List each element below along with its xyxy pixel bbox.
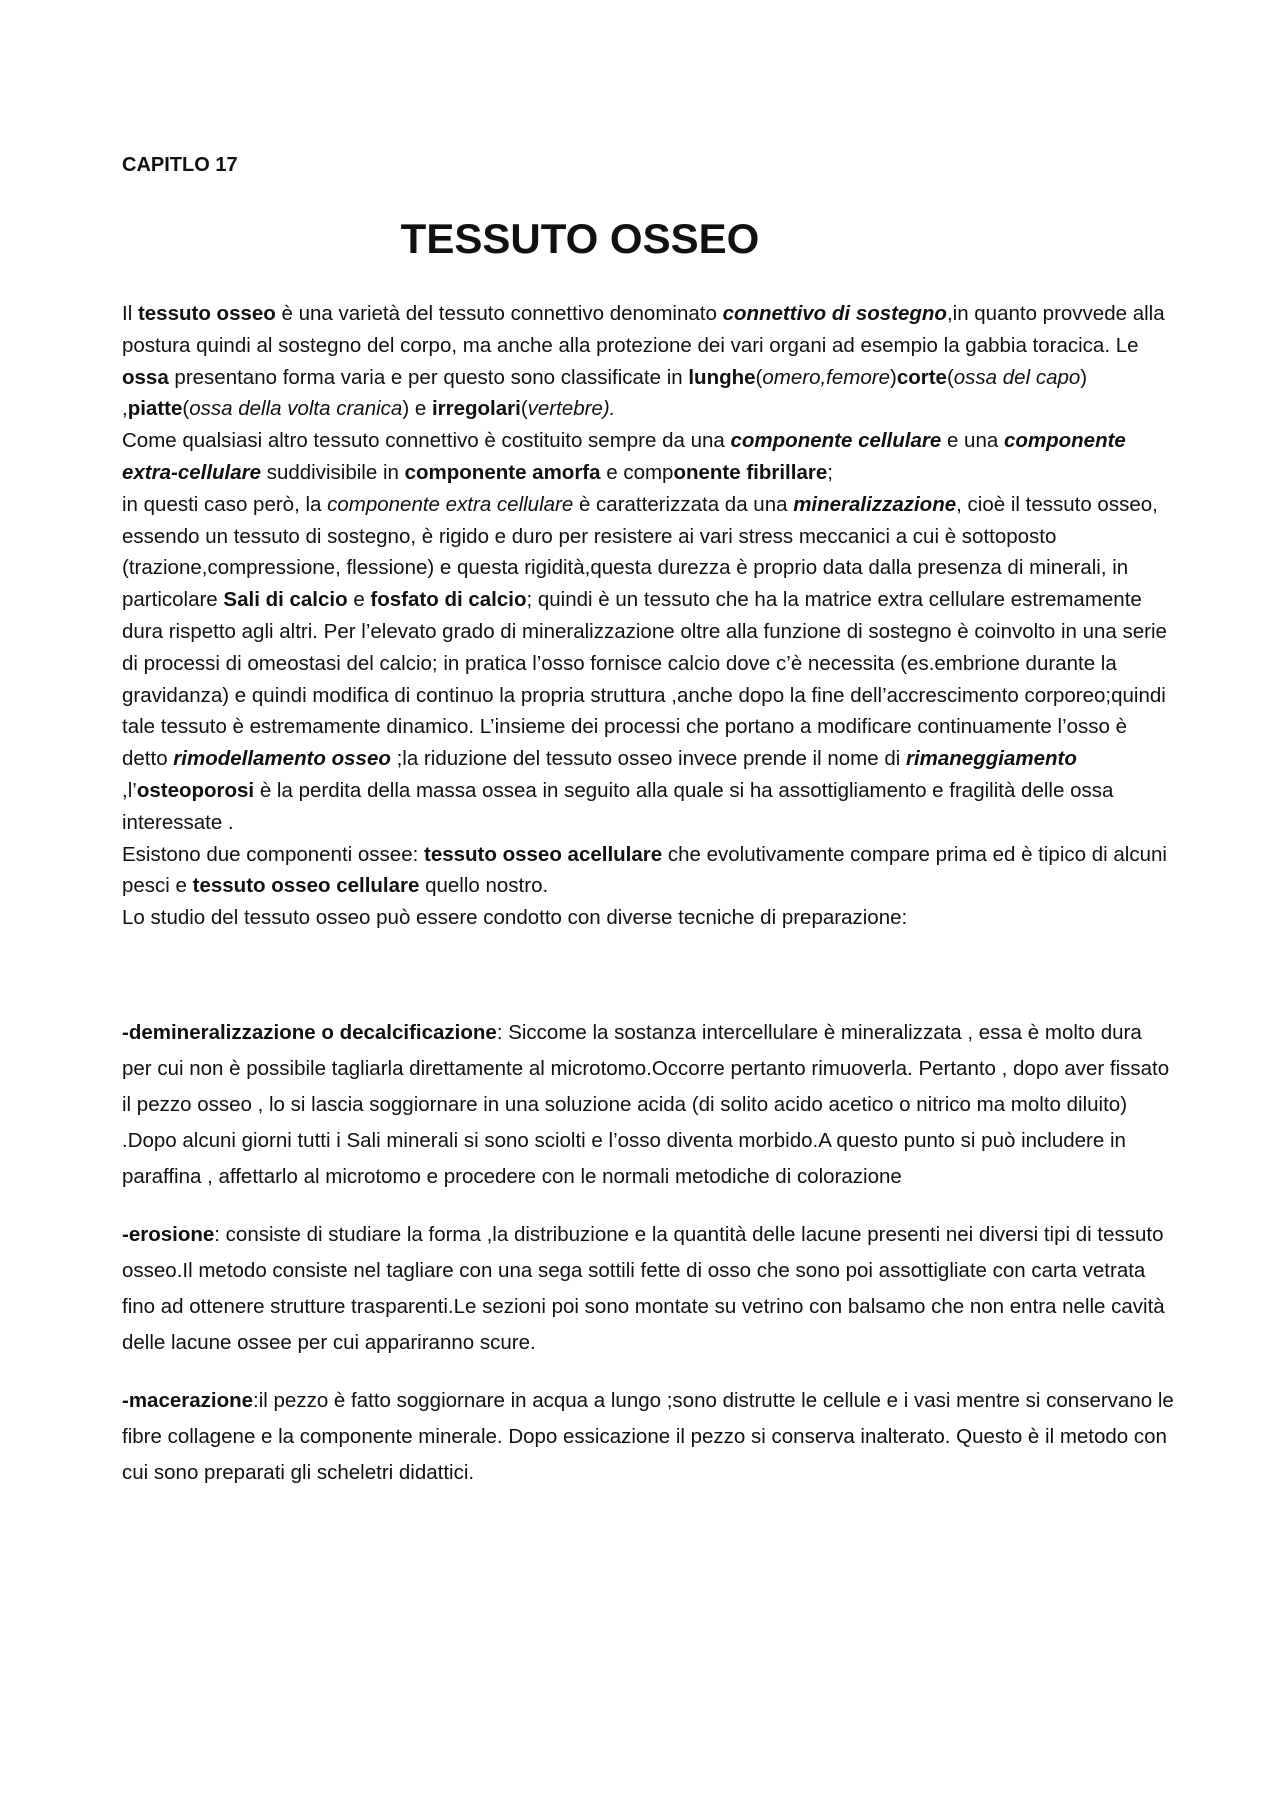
bold-italic-term: mineralizzazione xyxy=(793,492,957,516)
paragraph-mineralization xyxy=(122,489,1174,839)
text-run: , cioè il tessuto osseo, essendo un tessuto di sostegno, è rigido e duro per resistere ai vari stress meccanici a cui è sottoposto (trazione,compressione, flessione) e questa rigidità,questa durezza è proprio data dalla presenza di minerali, in particolare xyxy=(122,492,1158,612)
text-run: Come qualsiasi altro tessuto connettivo è costituito sempre da una xyxy=(122,429,731,453)
paragraph-bone-types xyxy=(122,839,1174,903)
text-run: ) e xyxy=(402,397,432,421)
text-run: presentano forma varia e per questo sono classificate in xyxy=(168,365,689,389)
bold-italic-term: componente extra-cellulare xyxy=(122,429,1126,484)
bold-italic-term: rimaneggiamento xyxy=(905,747,1077,771)
italic-term: vertebre). xyxy=(527,397,616,421)
text-run: ( xyxy=(520,397,528,421)
text-run: ;la riduzione del tessuto osseo invece prende il nome di xyxy=(390,747,906,771)
text-run: ) xyxy=(889,365,897,389)
bold-term: corte xyxy=(896,365,947,389)
technique-maceration xyxy=(122,1383,1174,1491)
text-run: ,in quanto provvede alla postura quindi al sostegno del corpo, ma anche alla protezione dei vari organi ad esempio la gabbia toracica. Le xyxy=(122,302,1165,357)
text-run: Il xyxy=(122,302,138,325)
text-run: ( xyxy=(182,397,190,421)
bold-term: piatte xyxy=(127,397,183,421)
text-run: suddivisibile in xyxy=(261,460,405,484)
paragraph-definition xyxy=(122,298,1174,425)
bold-italic-term: connettivo di sostegno xyxy=(722,302,947,325)
bold-term: Sali di calcio xyxy=(223,588,348,612)
text-run: è la perdita della massa ossea in seguito alla quale si ha assottigliamento e fragilità delle ossa interessate . xyxy=(122,778,1114,834)
text-run: ( xyxy=(946,365,954,389)
italic-term: componente extra cellulare xyxy=(327,492,574,516)
technique-description: :il pezzo è fatto soggiornare in acqua a lungo ;sono distrutte le cellule e i vasi mentre si conservano le fibre collagene e la componente minerale. Dopo essicazione il pezzo si conserva inalterato. Questo è il metodo con cui sono preparati gli scheletri didattici. xyxy=(122,1389,1174,1484)
technique-erosion xyxy=(122,1217,1174,1361)
intro-text xyxy=(122,298,1174,934)
italic-term: omero,femore xyxy=(762,365,890,389)
bold-italic-term: rimodellamento osseo xyxy=(173,747,391,771)
text-run: e xyxy=(347,588,371,612)
bold-term: ossa xyxy=(122,365,169,389)
bold-term: tessuto osseo xyxy=(137,302,276,325)
italic-term: ossa della volta cranica xyxy=(189,397,403,421)
text-run: è caratterizzata da una xyxy=(573,492,794,516)
bold-term: irregolari xyxy=(431,397,521,421)
technique-term: -demineralizzazione o decalcificazione xyxy=(122,1021,497,1044)
text-run: e comp xyxy=(600,460,674,484)
text-run: ) , xyxy=(122,365,1088,421)
bold-term: onente fibrillare xyxy=(673,460,828,484)
bold-term: tessuto osseo cellulare xyxy=(192,874,420,898)
text-run: e una xyxy=(941,429,1004,453)
bold-italic-term: componente cellulare xyxy=(730,429,942,453)
paragraph-components xyxy=(122,425,1174,489)
technique-demineralization xyxy=(122,1015,1174,1195)
bold-term: lunghe xyxy=(688,365,756,389)
bold-term: tessuto osseo acellulare xyxy=(424,842,663,866)
text-run: ,l’ xyxy=(122,778,137,802)
text-run: ( xyxy=(755,365,763,389)
technique-term: -erosione xyxy=(122,1223,215,1246)
bold-term: fosfato di calcio xyxy=(370,588,527,612)
text-run: che evolutivamente compare prima ed è tipico di alcuni pesci e xyxy=(122,842,1167,898)
bold-term: componente amorfa xyxy=(404,460,601,484)
technique-term: -macerazione xyxy=(122,1389,254,1412)
text-run: è una varietà del tessuto connettivo denominato xyxy=(275,302,723,325)
technique-description: : Siccome la sostanza intercellulare è mineralizzata , essa è molto dura per cui non è possibile tagliarla direttamente al microtomo.Occorre pertanto rimuoverla. Pertanto , dopo aver fissato il pezzo osseo , lo si lascia soggiornare in una soluzione acida (di solito acido acetico o nitrico ma molto diluito) .Dopo alcuni giorni tutti i Sali minerali si sono sciolti e l’osso diventa morbido.A questo punto si può includere in paraffina , affettarlo al microtomo e procedere con le normali metodiche di colorazione xyxy=(122,1021,1170,1188)
techniques-list xyxy=(122,1015,1174,1513)
page-title: TESSUTO OSSEO xyxy=(400,215,760,262)
text-run: ; quindi è un tessuto che ha la matrice extra cellulare estremamente dura rispetto agli altri. Per l’elevato grado di mineralizzazione oltre alla funzione di sostegno è coinvolto in una serie di processi di omeostasi del calcio; in pratica l’osso fornisce calcio dove c’è necessita (es.embrione durante la gravidanza) e quindi modifica di continuo la propria struttura ,anche dopo la fine dell’accrescimento corporeo;quindi tale tessuto è estremamente dinamico. L’insieme dei processi che portano a modificare continuamente l’osso è detto xyxy=(122,588,1167,771)
text-run: Esistono due componenti ossee: xyxy=(122,842,424,866)
bold-term: osteoporosi xyxy=(136,778,255,802)
paragraph-techniques-intro: Lo studio del tessuto osseo può essere condotto con diverse tecniche di preparazione: xyxy=(122,906,908,930)
italic-term: ossa del capo xyxy=(953,365,1081,389)
text-run: quello nostro. xyxy=(419,874,549,898)
chapter-label: CAPITLO 17 xyxy=(122,154,238,176)
technique-description: : consiste di studiare la forma ,la distribuzione e la quantità delle lacune presenti nei diversi tipi di tessuto osseo.Il metodo consiste nel tagliare con una sega sottili fette di osso che sono poi assottigliate con carta vetrata fino ad ottenere strutture trasparenti.Le sezioni poi sono montate su vetrino con balsamo che non entra nelle cavità delle lacune ossee per cui appariranno scure. xyxy=(122,1223,1165,1354)
text-run: in questi caso però, la xyxy=(122,492,328,516)
text-run: ; xyxy=(827,460,833,484)
